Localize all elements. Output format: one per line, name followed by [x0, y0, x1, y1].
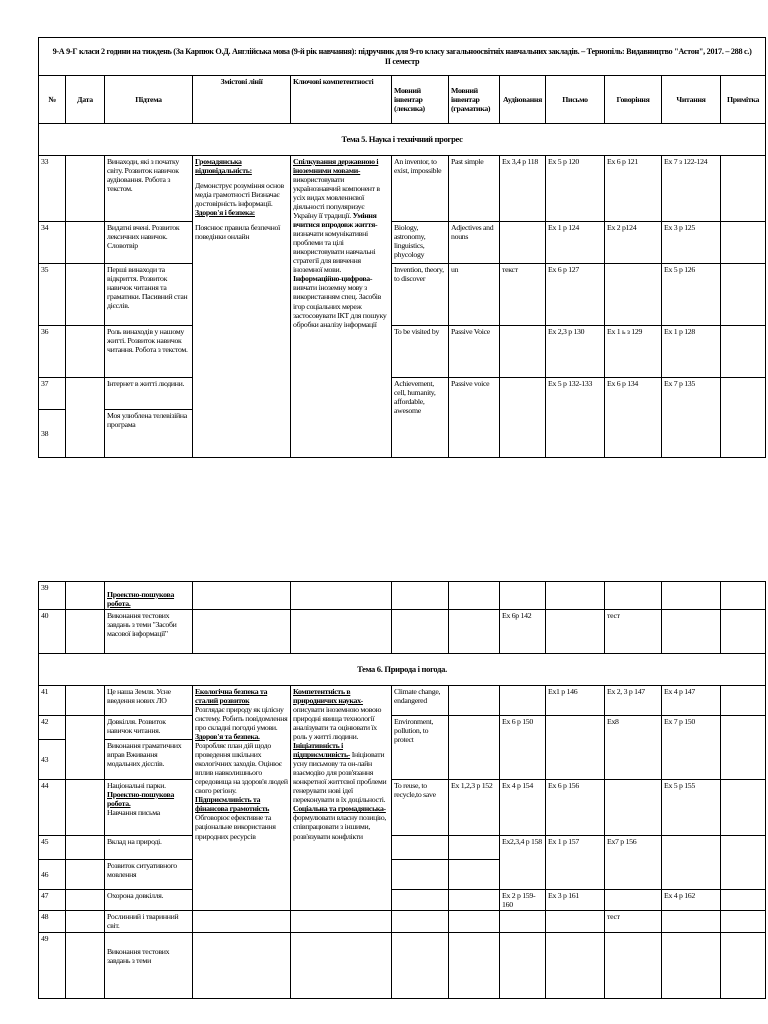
row-grammar	[449, 890, 500, 911]
subtopic-line: Національні парки.	[107, 781, 166, 790]
row-note	[721, 836, 766, 890]
row-subtopic: Це наша Земля. Усне введення нових ЛО	[105, 686, 193, 716]
table-row	[39, 780, 766, 836]
row-reading: Ex 4 p 162	[662, 890, 721, 911]
col-header-subtopic: Підтема	[105, 76, 193, 124]
row-date	[66, 582, 105, 610]
row-subtopic: Виконання тестових завдань з теми "Засоби масової інформації"	[105, 610, 193, 654]
row-audio	[500, 378, 546, 458]
row-lines	[193, 933, 291, 999]
row-lexis	[392, 836, 449, 860]
line-text: Розробляє план дій щодо проведення шкільних екологічних заходів. Оцінює вплив навколишнього середовища на здоров'я людей свого регіону.	[195, 741, 288, 796]
row-note	[721, 326, 766, 378]
row-lines	[193, 911, 291, 933]
row-date	[66, 836, 105, 860]
row-note	[721, 582, 766, 610]
row-writing: Ex 1 p 157	[546, 836, 605, 890]
row-competences	[291, 610, 392, 654]
row-subtopic: Перші винаходи та відкриття. Розвиток навичок читання та граматики. Пасивний стан дієслів.	[105, 264, 193, 326]
row-lines	[193, 610, 291, 654]
row-audio	[500, 686, 546, 716]
row-audio	[500, 326, 546, 378]
row-lines	[193, 582, 291, 610]
row-audio: Ex 3,4 p 118	[500, 156, 546, 222]
row-lexis: Climate change, endangered	[392, 686, 449, 716]
competence-heading: Соціальна та громадянська-	[293, 804, 386, 814]
row-date	[66, 610, 105, 654]
table-row	[39, 911, 766, 933]
competences-cell	[291, 156, 392, 458]
row-audio: Ex 4 p 154	[500, 780, 546, 836]
topic-heading: Тема 5. Наука і технічний прогрес	[39, 124, 766, 156]
competence-text: формулювати власну позицію, співпрацювати з іншими, розв'язувати конфлікти	[293, 813, 387, 841]
row-grammar	[449, 933, 500, 999]
line-text: Обговорює ефективне та раціональне використання природних ресурсів	[195, 813, 276, 841]
row-reading: Ex 1 p 128	[662, 326, 721, 378]
col-header-grammar: Мовний інвентар (граматика)	[449, 76, 500, 124]
row-lexis	[392, 933, 449, 999]
row-speaking: Ex 2, 3 p 147	[605, 686, 662, 716]
competence-heading: Компетентність в природничих науках-	[293, 687, 363, 706]
row-subtopic: Винаходи, які з початку світу. Розвиток навичок аудіювання. Робота з текстом.	[105, 156, 193, 222]
row-date	[66, 156, 105, 222]
row-grammar: Ex 1,2,3 p 152	[449, 780, 500, 836]
row-note	[721, 264, 766, 326]
row-speaking: Ex 1 ь з 129	[605, 326, 662, 378]
competence-heading: Ініціативність і підприємливість-	[293, 741, 351, 760]
row-grammar	[449, 911, 500, 933]
row-speaking	[605, 780, 662, 836]
row-grammar: Adjectives and nouns	[449, 222, 500, 264]
row-subtopic: Розвиток ситуативного мовлення	[105, 860, 193, 890]
row-speaking	[605, 890, 662, 911]
table-row	[39, 686, 766, 716]
col-header-note: Примітка	[721, 76, 766, 124]
row-speaking	[605, 264, 662, 326]
row-writing	[546, 582, 605, 610]
row-speaking	[605, 582, 662, 610]
row-lexis: Environment, pollution, to protect	[392, 716, 449, 780]
row-num: 42	[39, 716, 66, 740]
table-row	[39, 582, 766, 610]
competence-text: визначати комунікативні проблеми та цілі використовувати навчальні стратегії для вивчення іноземної мови.	[293, 229, 376, 275]
row-num: 37	[39, 378, 66, 410]
row-writing	[546, 610, 605, 654]
line-heading: Здоров'я та безпека.	[195, 732, 260, 742]
row-competences	[291, 582, 392, 610]
row-grammar	[449, 610, 500, 654]
row-grammar: un	[449, 264, 500, 326]
row-grammar	[449, 836, 500, 860]
row-lexis	[392, 582, 449, 610]
row-audio	[500, 933, 546, 999]
row-competences	[291, 933, 392, 999]
row-grammar	[449, 716, 500, 780]
project-work-label: Проектно-пошукова робота.	[107, 589, 175, 608]
table-row	[39, 378, 766, 410]
row-num: 33	[39, 156, 66, 222]
row-subtopic: Моя улюблена телевізійна програма	[105, 410, 193, 458]
row-writing	[546, 716, 605, 780]
row-num: 38	[39, 410, 66, 458]
row-grammar: Past simple	[449, 156, 500, 222]
row-writing	[546, 911, 605, 933]
row-date	[66, 686, 105, 716]
row-audio: текст	[500, 264, 546, 326]
row-num: 47	[39, 890, 66, 911]
row-audio: Ex 2 p 159-160	[500, 890, 546, 911]
row-lexis: To reuse, to recycle,to save	[392, 780, 449, 836]
row-writing: Ex 2,3 p 130	[546, 326, 605, 378]
row-num: 46	[39, 860, 66, 890]
content-lines-cell	[193, 156, 291, 458]
row-num: 41	[39, 686, 66, 716]
row-num: 39	[39, 582, 66, 610]
row-lexis: Achievement, cell, humanity, affordable, awesome	[392, 378, 449, 458]
row-date	[66, 860, 105, 890]
project-work-label: Проектно-пошукова робота.	[107, 790, 175, 809]
row-competences	[291, 911, 392, 933]
row-note	[721, 933, 766, 999]
line-heading: Громадянська відповідальність:	[195, 157, 252, 176]
row-audio	[500, 911, 546, 933]
row-reading: Ex 5 p 155	[662, 780, 721, 836]
col-header-lexis: Мовний інвентар (лексика)	[392, 76, 449, 124]
line-text: Розглядає природу як цілісну систему. Робить повідомлення про складні погодні умови.	[195, 705, 288, 733]
row-lexis: Invention, theory, to discover	[392, 264, 449, 326]
row-subtopic: Інтернет в житті людини.	[105, 378, 193, 410]
row-subtopic: Виконання тестових завдань з теми	[105, 933, 193, 999]
row-subtopic	[105, 780, 193, 836]
row-writing: Ex 5 p 132-133	[546, 378, 605, 458]
row-subtopic	[105, 582, 193, 610]
row-reading	[662, 610, 721, 654]
row-audio	[500, 222, 546, 264]
row-date	[66, 890, 105, 911]
row-writing: Ex 5 p 120	[546, 156, 605, 222]
row-date	[66, 780, 105, 836]
row-subtopic: Рослинний і тваринний світ.	[105, 911, 193, 933]
row-num: 35	[39, 264, 66, 326]
competence-heading: Уміння вчитися впродовж життя-	[293, 211, 378, 230]
row-lexis: To be visited by	[392, 326, 449, 378]
row-reading: Ex 3 p 125	[662, 222, 721, 264]
row-note	[721, 890, 766, 911]
row-lexis	[392, 610, 449, 654]
table-row	[39, 890, 766, 911]
row-reading	[662, 836, 721, 890]
table-row	[39, 610, 766, 654]
row-speaking: Ex8	[605, 716, 662, 780]
row-date	[66, 222, 105, 264]
competence-text: описувати іноземною мовою природні явища технології аналізувати та оцінювати їх роль у житті людини.	[293, 705, 382, 742]
row-audio: Ex 6p 142	[500, 610, 546, 654]
row-reading: Ex 4 p 147	[662, 686, 721, 716]
semester-label: ІІ семестр	[384, 56, 420, 66]
col-header-date: Дата	[66, 76, 105, 124]
row-num: 48	[39, 911, 66, 933]
row-writing: Ex1 p 146	[546, 686, 605, 716]
row-subtopic: Роль винаходів у нашому житті. Розвиток навичок читання. Робота з текстом.	[105, 326, 193, 378]
plan-table-part-1	[38, 37, 766, 458]
row-subtopic: Вклад на природі.	[105, 836, 193, 860]
competence-text: вивчати іноземну мову з використанням спец. Засобів ігор соціальних мереж застосовувати ІКТ для пошуку обробки аналізу інформації	[293, 283, 387, 329]
row-speaking: Ex 6 p 121	[605, 156, 662, 222]
line-heading: Підприємливість та фінансова грамотність	[195, 795, 270, 814]
competence-heading: Інформаційно-цифрова-	[293, 274, 373, 284]
row-note	[721, 780, 766, 836]
row-grammar	[449, 582, 500, 610]
row-reading: Ex 7 p 150	[662, 716, 721, 780]
row-reading	[662, 911, 721, 933]
row-note	[721, 911, 766, 933]
content-lines-cell	[193, 686, 291, 911]
row-audio	[500, 582, 546, 610]
row-grammar	[449, 686, 500, 716]
row-lexis	[392, 911, 449, 933]
row-writing: Ex 6 p 127	[546, 264, 605, 326]
table-row	[39, 836, 766, 860]
row-lexis	[392, 860, 449, 890]
row-writing	[546, 933, 605, 999]
line-heading: Здоров'я і безпека:	[195, 208, 255, 218]
row-subtopic: Виконання граматичних вправ Вживання модальних дієслів.	[105, 740, 193, 780]
row-note	[721, 686, 766, 716]
document-title	[39, 38, 766, 76]
row-num: 49	[39, 933, 66, 999]
table-row	[39, 716, 766, 740]
row-num: 45	[39, 836, 66, 860]
col-header-audio: Аудіювання	[500, 76, 546, 124]
row-speaking: Ex 6 p 134	[605, 378, 662, 458]
col-header-competences: Ключові компетентності	[291, 76, 392, 124]
row-speaking: тест	[605, 610, 662, 654]
row-lexis: Biology, astronomy, linguistics, phycology	[392, 222, 449, 264]
row-reading: Ex 5 p 126	[662, 264, 721, 326]
table-row	[39, 264, 766, 326]
row-date	[66, 911, 105, 933]
row-date	[66, 326, 105, 378]
row-note	[721, 610, 766, 654]
row-note	[721, 156, 766, 222]
row-writing: Ex 3 p 161	[546, 890, 605, 911]
row-note	[721, 222, 766, 264]
line-text: Пояснює правила безпечної поведінки онлайн	[195, 223, 281, 242]
row-subtopic: Видатні вчені. Розвиток лексичних навичок. Словотвір	[105, 222, 193, 264]
col-header-lines: Змістові лінії	[193, 76, 291, 124]
row-subtopic: Довкілля. Розвиток навичок читання.	[105, 716, 193, 740]
row-lexis	[392, 890, 449, 911]
row-speaking	[605, 933, 662, 999]
row-note	[721, 716, 766, 780]
row-writing: Ex 1 p 124	[546, 222, 605, 264]
table-row	[39, 326, 766, 378]
table-row	[39, 156, 766, 222]
row-date	[66, 933, 105, 999]
row-num: 40	[39, 610, 66, 654]
row-speaking: Ex 2 p124	[605, 222, 662, 264]
table-row	[39, 933, 766, 999]
row-audio: Ex2,3,4 p 158	[500, 836, 546, 890]
col-header-reading: Читання	[662, 76, 721, 124]
row-num: 43	[39, 740, 66, 780]
competences-cell	[291, 686, 392, 911]
row-speaking: тест	[605, 911, 662, 933]
row-num: 36	[39, 326, 66, 378]
line-text: Демонструє розуміння основ медіа грамотності Визначає достовірність інформації.	[195, 181, 284, 209]
line-heading: Екологічна безпека та сталий розвиток	[195, 687, 268, 706]
row-date	[66, 378, 105, 458]
col-header-speaking: Говоріння	[605, 76, 662, 124]
row-reading	[662, 933, 721, 999]
row-grammar	[449, 860, 500, 890]
row-grammar: Passive voice	[449, 378, 500, 458]
row-date	[66, 716, 105, 780]
subtopic-line: Навчання письма	[107, 808, 160, 818]
competence-text: використовувати українознавчий компонент в усіх видах мовленнєвої діяльності популяризує Україну її традиції.	[293, 175, 380, 221]
row-reading: Ex 7 з 122-124	[662, 156, 721, 222]
row-date	[66, 264, 105, 326]
competence-text: Ініціювати усну письмову та он-лайн взаємодію для розв'язання конкретної життєвої проблеми генерувати нові ідеї переконувати в їх доцільності.	[293, 750, 387, 805]
row-reading	[662, 582, 721, 610]
competence-heading: Спілкування державною і іноземними мовами-	[293, 157, 379, 176]
row-num: 34	[39, 222, 66, 264]
row-speaking: Ex7 p 156	[605, 836, 662, 890]
col-header-writing: Письмо	[546, 76, 605, 124]
col-header-num: №	[39, 76, 66, 124]
row-grammar: Passive Voice	[449, 326, 500, 378]
row-num: 44	[39, 780, 66, 836]
row-reading: Ex 7 p 135	[662, 378, 721, 458]
row-note	[721, 378, 766, 458]
title-line-1: 9-А 9-Г класи 2 години на тиждень (За Карпюк О.Д. Англійська мова (9-й рік навчання): підручник для 9-го класу загальноосвітніх навчальних закладів. – Тернопіль: Видавництво "Астон", 2017. – 288 с.)	[52, 46, 752, 56]
plan-table-part-2	[38, 581, 766, 999]
row-writing: Ex 6 p 156	[546, 780, 605, 836]
row-subtopic: Охорона довкілля.	[105, 890, 193, 911]
row-audio: Ex 6 p 150	[500, 716, 546, 780]
table-row	[39, 222, 766, 264]
row-lexis: An inventor, to exist, impossible	[392, 156, 449, 222]
topic-heading: Тема 6. Природа і погода.	[39, 654, 766, 686]
